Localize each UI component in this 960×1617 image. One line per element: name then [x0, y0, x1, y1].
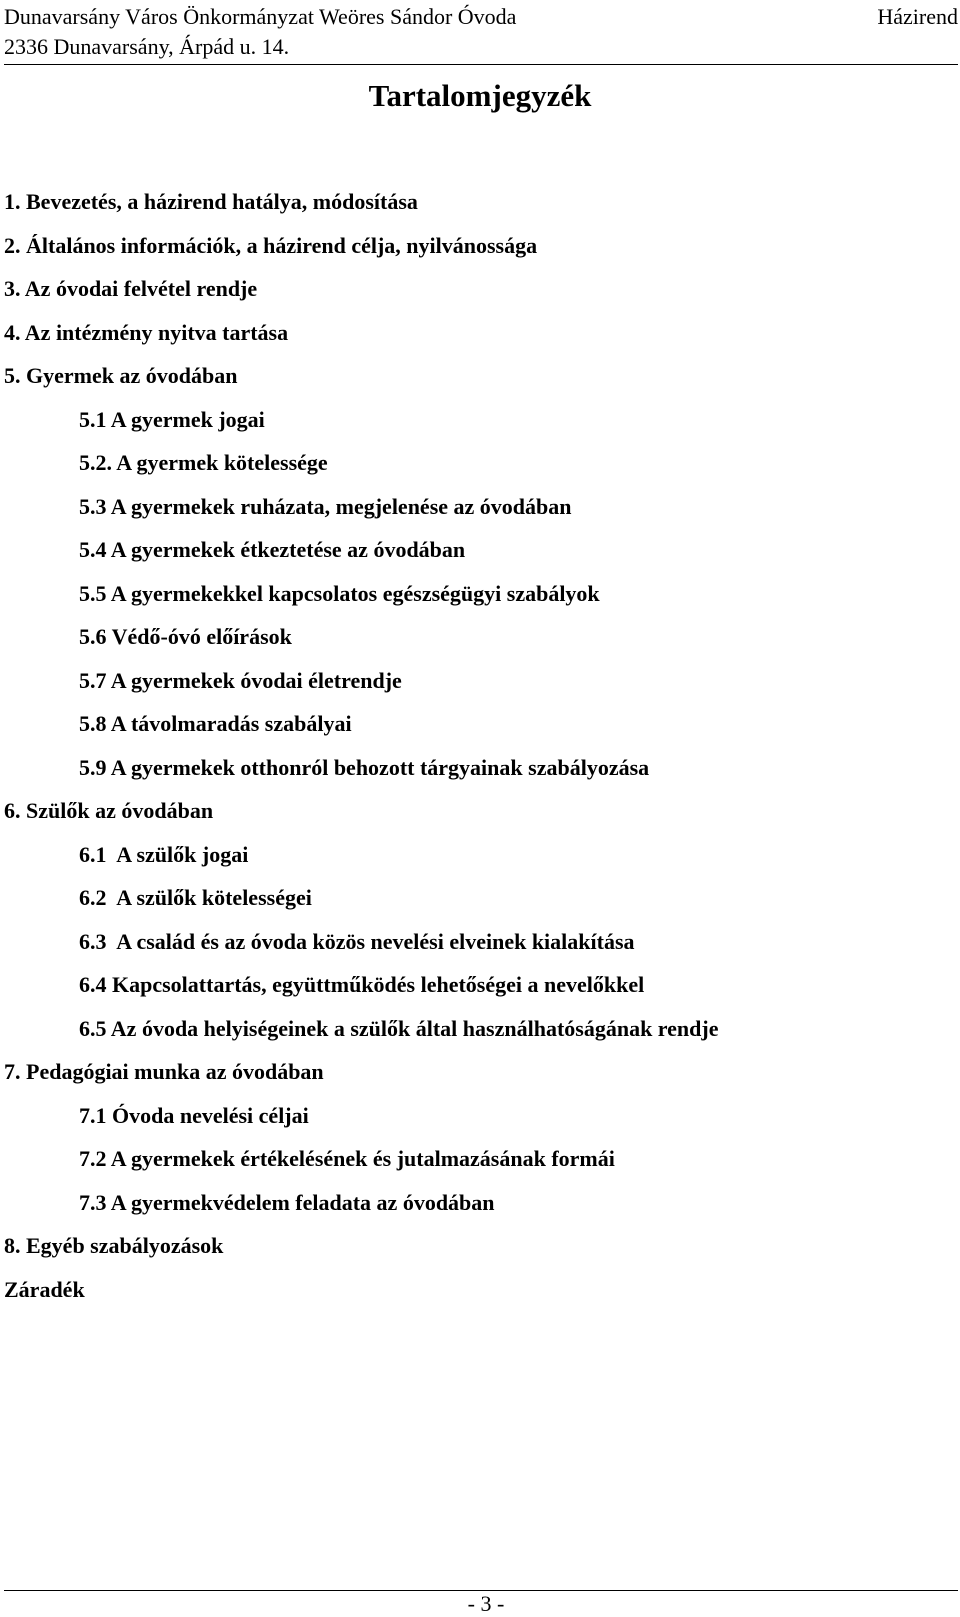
toc-entry[interactable]: 6. Szülők az óvodában: [4, 798, 214, 823]
toc-entry[interactable]: 3. Az óvodai felvétel rendje: [4, 276, 258, 301]
toc-entry[interactable]: 7.2 A gyermekek értékelésének és jutalmazásának formái: [79, 1146, 615, 1171]
toc-entry[interactable]: 7.3 A gyermekvédelem feladata az óvodában: [79, 1189, 495, 1215]
table-of-contents: [4, 180, 944, 1311]
page-number: - 3 -: [467, 1591, 505, 1616]
page-header: [4, 2, 958, 65]
header-institution: Dunavarsány Város Önkormányzat Weöres Sándor Óvoda: [4, 4, 517, 29]
toc-entry[interactable]: 6.5 Az óvoda helyiségeinek a szülők által használhatóságának rendje: [79, 1015, 719, 1041]
toc-entry[interactable]: 1. Bevezetés, a házirend hatálya, módosítása: [4, 189, 418, 214]
toc-entry[interactable]: 5.6 Védő-óvó előírások: [79, 624, 292, 649]
toc-entry[interactable]: 8. Egyéb szabályozások: [4, 1233, 224, 1258]
toc-entry[interactable]: 4. Az intézmény nyitva tartása: [4, 319, 289, 345]
header-document-name: Házirend: [877, 4, 958, 29]
page-title: Tartalomjegyzék: [368, 78, 592, 113]
toc-entry[interactable]: Záradék: [4, 1276, 85, 1302]
page-footer: [4, 1590, 958, 1617]
toc-entry[interactable]: 6.4 Kapcsolattartás, együttműködés lehetőségei a nevelőkkel: [79, 972, 645, 997]
toc-entry[interactable]: 5.7 A gyermekek óvodai életrendje: [79, 667, 402, 693]
toc-entry[interactable]: 5. Gyermek az óvodában: [4, 363, 238, 388]
toc-entry[interactable]: 5.4 A gyermekek étkeztetése az óvodában: [79, 537, 466, 562]
toc-entry[interactable]: 5.3 A gyermekek ruházata, megjelenése az óvodában: [79, 493, 572, 519]
toc-entry[interactable]: 6.1 A szülők jogai: [79, 841, 249, 867]
header-top-line: [4, 2, 958, 32]
toc-entry[interactable]: 7. Pedagógiai munka az óvodában: [4, 1059, 324, 1084]
toc-entry[interactable]: 5.9 A gyermekek otthonról behozott tárgyainak szabályozása: [79, 754, 650, 780]
toc-entry[interactable]: 6.2 A szülők kötelességei: [79, 885, 312, 910]
toc-entry[interactable]: 5.1 A gyermek jogai: [79, 406, 265, 432]
toc-entry[interactable]: 5.8 A távolmaradás szabályai: [79, 711, 352, 736]
header-address: 2336 Dunavarsány, Árpád u. 14.: [4, 34, 290, 59]
toc-entry[interactable]: 5.2. A gyermek kötelessége: [79, 450, 328, 475]
toc-entry[interactable]: 7.1 Óvoda nevelési céljai: [79, 1102, 309, 1128]
toc-entry[interactable]: 2. Általános információk, a házirend célja, nyilvánossága: [4, 232, 538, 258]
toc-entry[interactable]: 6.3 A család és az óvoda közös nevelési elveinek kialakítása: [79, 928, 635, 954]
toc-entry[interactable]: 5.5 A gyermekekkel kapcsolatos egészségügyi szabályok: [79, 580, 600, 606]
